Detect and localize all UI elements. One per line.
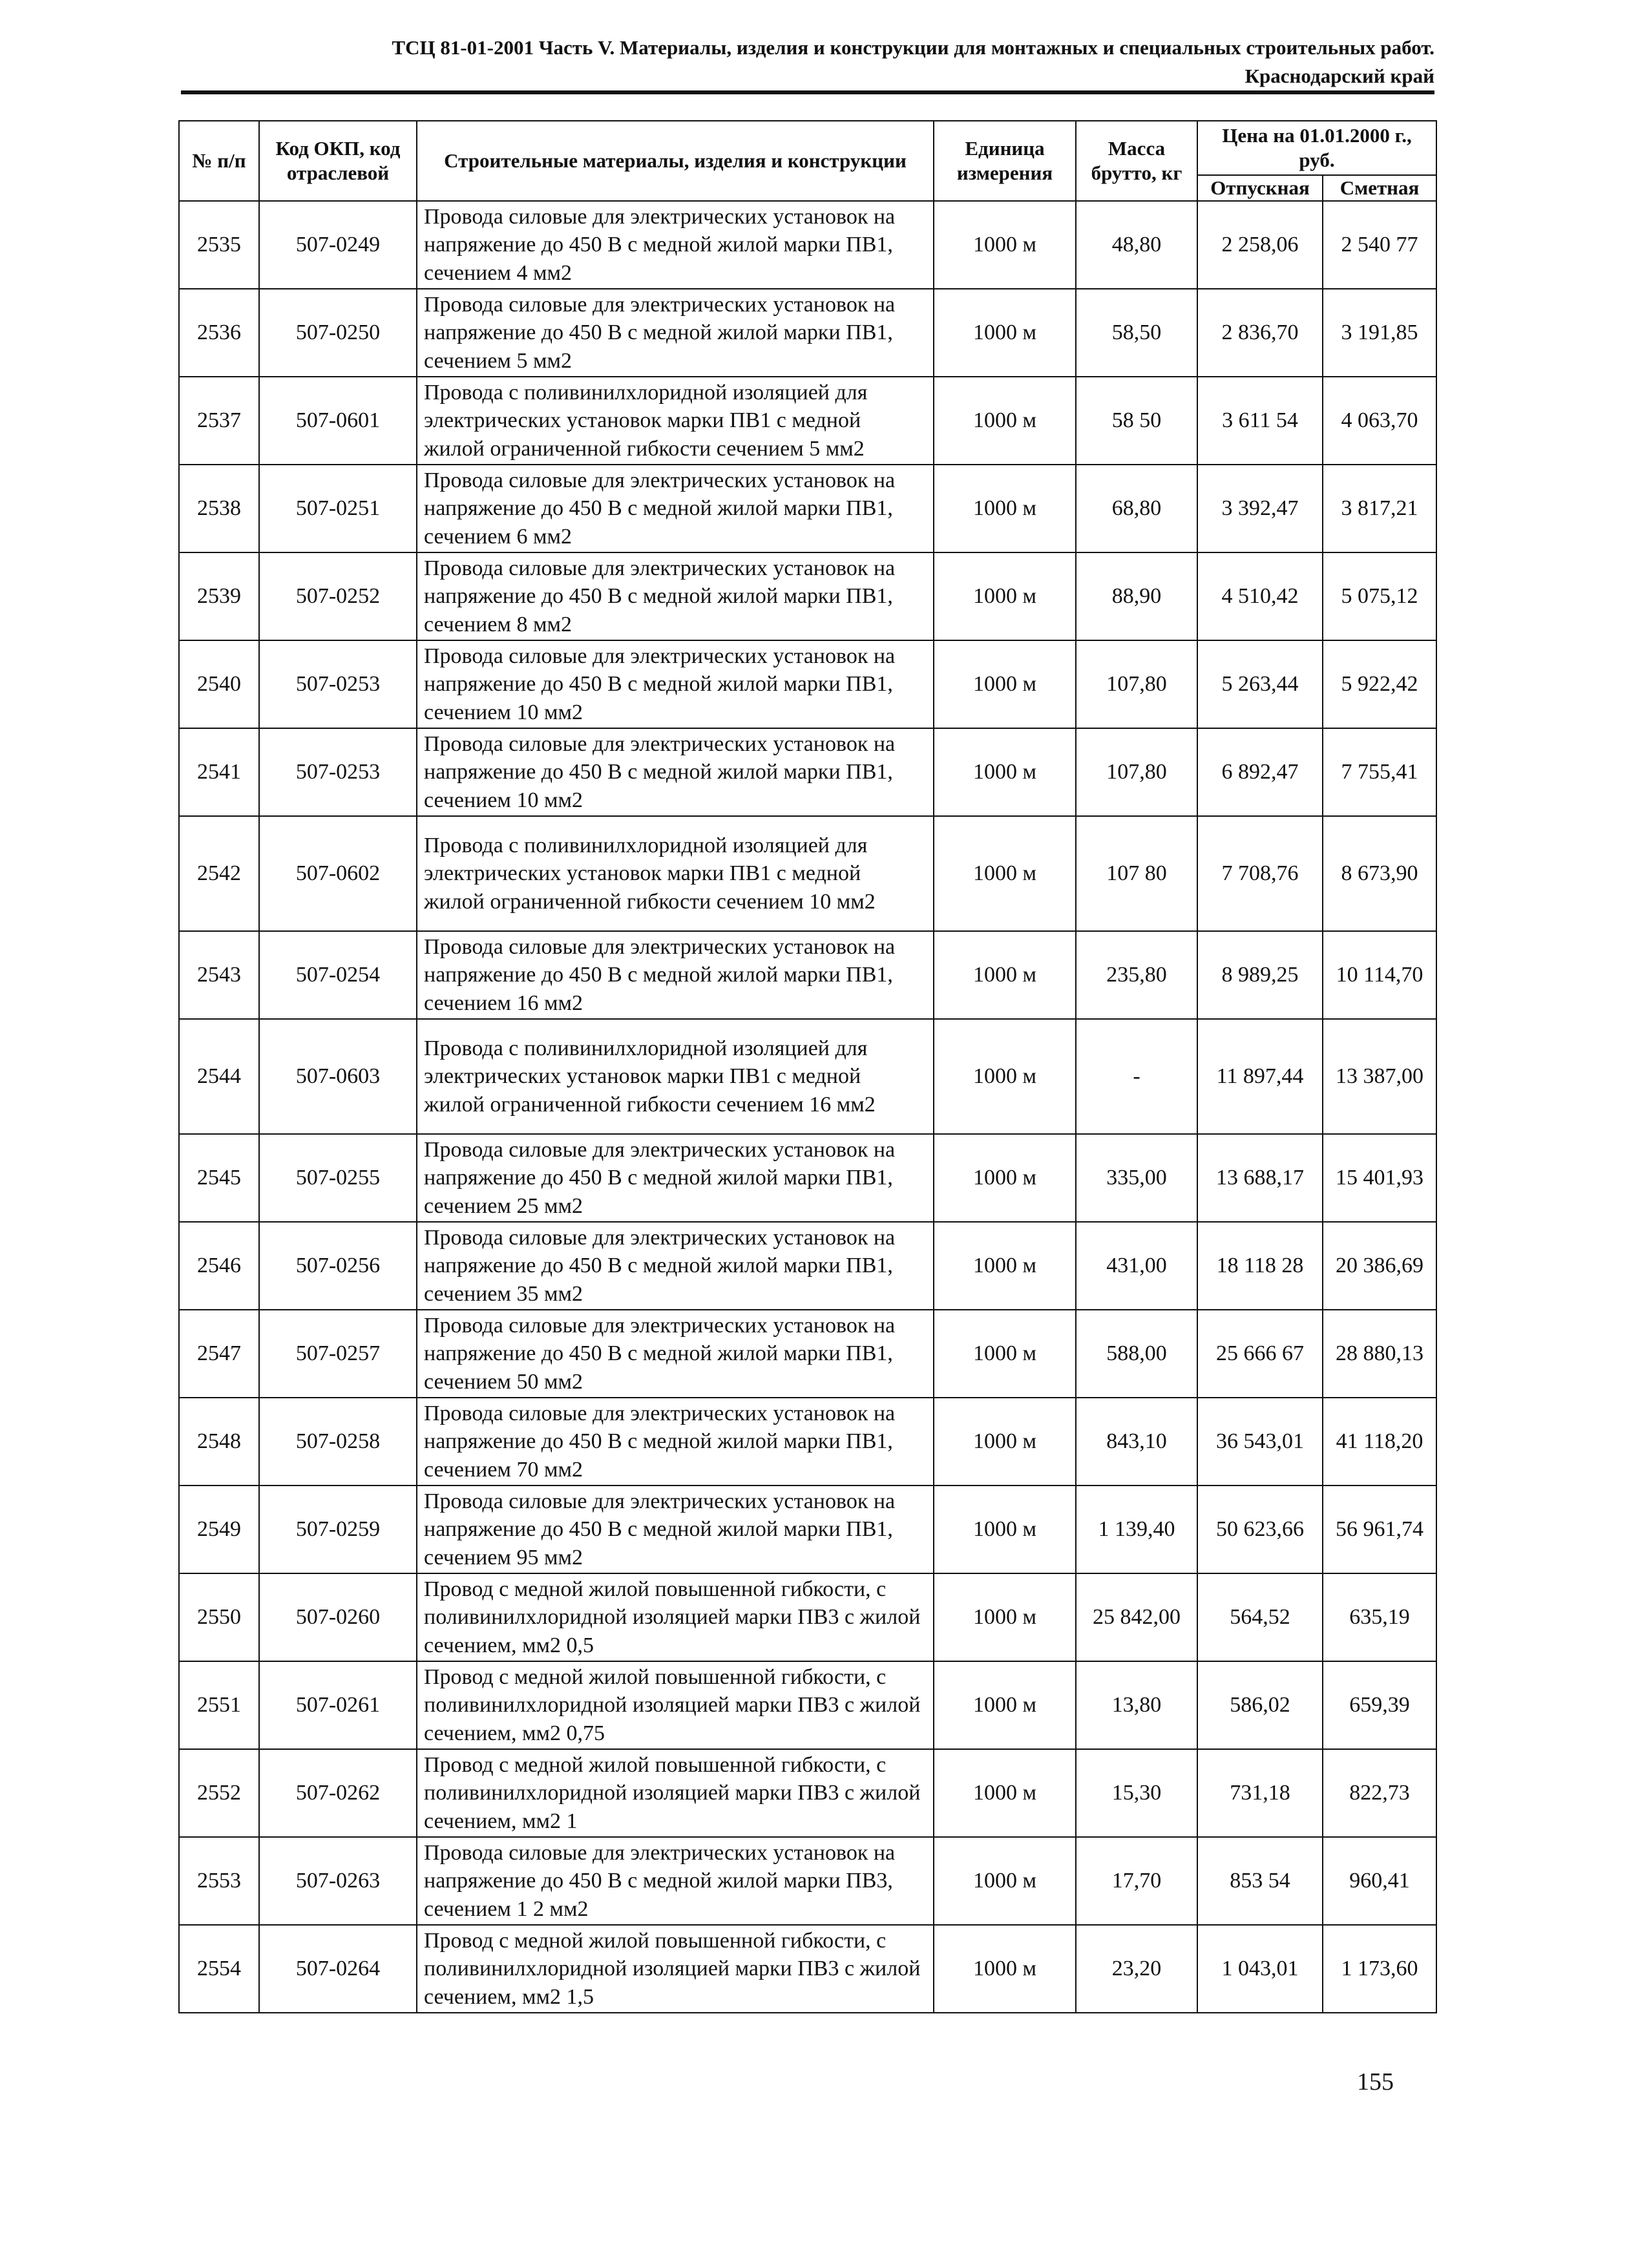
row-number-cell: 2554 (179, 1925, 259, 2013)
column-header-code: Код ОКП, код отраслевой (259, 121, 417, 201)
release-price-cell: 18 118 28 (1197, 1222, 1323, 1310)
estimate-price-cell: 5 075,12 (1323, 552, 1436, 640)
mass-cell: 58 50 (1076, 377, 1197, 465)
release-price-cell: 5 263,44 (1197, 640, 1323, 728)
table-row (179, 816, 1436, 931)
unit-cell: 1000 м (934, 1019, 1076, 1134)
column-header-name: Строительные материалы, изделия и конструкции (417, 121, 934, 201)
table-row (179, 465, 1436, 552)
mass-cell: 431,00 (1076, 1222, 1197, 1310)
unit-cell: 1000 м (934, 1486, 1076, 1573)
materials-price-table (178, 120, 1437, 2013)
release-price-cell: 564,52 (1197, 1573, 1323, 1661)
column-header-mass: Масса брутто, кг (1076, 121, 1197, 201)
header-divider (181, 90, 1434, 94)
column-header-num: № п/п (179, 121, 259, 201)
release-price-cell: 731,18 (1197, 1749, 1323, 1837)
release-price-cell: 13 688,17 (1197, 1134, 1323, 1222)
material-name-cell: Провода с поливинилхлоридной изоляцией для электрических установок марки ПВ1 с медной жилой ограниченной гибкости сечением 5 мм2 (417, 377, 934, 465)
row-number-cell: 2547 (179, 1310, 259, 1398)
material-name-cell: Провода силовые для электрических установок на напряжение до 450 В с медной жилой марки ПВ1, сечением 70 мм2 (417, 1398, 934, 1486)
row-number-cell: 2549 (179, 1486, 259, 1573)
unit-cell: 1000 м (934, 1222, 1076, 1310)
estimate-price-cell: 20 386,69 (1323, 1222, 1436, 1310)
okp-code-cell: 507-0261 (259, 1661, 417, 1749)
unit-cell: 1000 м (934, 728, 1076, 816)
material-name-cell: Провода силовые для электрических установок на напряжение до 450 В с медной жилой марки ПВ1, сечением 6 мм2 (417, 465, 934, 552)
material-name-cell: Провода силовые для электрических установок на напряжение до 450 В с медной жилой марки ПВ1, сечением 10 мм2 (417, 640, 934, 728)
unit-cell: 1000 м (934, 1134, 1076, 1222)
estimate-price-cell: 1 173,60 (1323, 1925, 1436, 2013)
estimate-price-cell: 8 673,90 (1323, 816, 1436, 931)
table-row (179, 931, 1436, 1019)
release-price-cell: 2 836,70 (1197, 289, 1323, 377)
unit-cell: 1000 м (934, 465, 1076, 552)
estimate-price-cell: 2 540 77 (1323, 201, 1436, 289)
column-header-price-release: Отпускная (1197, 175, 1323, 201)
material-name-cell: Провода с поливинилхлоридной изоляцией для электрических установок марки ПВ1 с медной жилой ограниченной гибкости сечением 10 мм2 (417, 816, 934, 931)
okp-code-cell: 507-0264 (259, 1925, 417, 2013)
table-row (179, 1837, 1436, 1925)
okp-code-cell: 507-0602 (259, 816, 417, 931)
release-price-cell: 853 54 (1197, 1837, 1323, 1925)
mass-cell: 58,50 (1076, 289, 1197, 377)
table-row (179, 1573, 1436, 1661)
mass-cell: 1 139,40 (1076, 1486, 1197, 1573)
unit-cell: 1000 м (934, 1573, 1076, 1661)
unit-cell: 1000 м (934, 931, 1076, 1019)
okp-code-cell: 507-0259 (259, 1486, 417, 1573)
table-body (179, 201, 1436, 2013)
estimate-price-cell: 15 401,93 (1323, 1134, 1436, 1222)
estimate-price-cell: 7 755,41 (1323, 728, 1436, 816)
unit-cell: 1000 м (934, 1837, 1076, 1925)
okp-code-cell: 507-0251 (259, 465, 417, 552)
unit-cell: 1000 м (934, 816, 1076, 931)
estimate-price-cell: 56 961,74 (1323, 1486, 1436, 1573)
okp-code-cell: 507-0262 (259, 1749, 417, 1837)
material-name-cell: Провод с медной жилой повышенной гибкости, с поливинилхлоридной изоляцией марки ПВ3 с жилой сечением, мм2 1,5 (417, 1925, 934, 2013)
row-number-cell: 2548 (179, 1398, 259, 1486)
mass-cell: 48,80 (1076, 201, 1197, 289)
mass-cell: 13,80 (1076, 1661, 1197, 1749)
material-name-cell: Провод с медной жилой повышенной гибкости, с поливинилхлоридной изоляцией марки ПВ3 с жилой сечением, мм2 0,75 (417, 1661, 934, 1749)
table-row (179, 377, 1436, 465)
table-row (179, 1222, 1436, 1310)
page-header (181, 34, 1434, 90)
material-name-cell: Провода силовые для электрических установок на напряжение до 450 В с медной жилой марки ПВ1, сечением 35 мм2 (417, 1222, 934, 1310)
mass-cell: 88,90 (1076, 552, 1197, 640)
page-number: 155 (1357, 2068, 1394, 2095)
table-row (179, 1925, 1436, 2013)
unit-cell: 1000 м (934, 1749, 1076, 1837)
release-price-cell: 3 611 54 (1197, 377, 1323, 465)
release-price-cell: 25 666 67 (1197, 1310, 1323, 1398)
okp-code-cell: 507-0263 (259, 1837, 417, 1925)
table-row (179, 201, 1436, 289)
release-price-cell: 1 043,01 (1197, 1925, 1323, 2013)
release-price-cell: 6 892,47 (1197, 728, 1323, 816)
mass-cell: 235,80 (1076, 931, 1197, 1019)
estimate-price-cell: 4 063,70 (1323, 377, 1436, 465)
table-row (179, 1486, 1436, 1573)
row-number-cell: 2543 (179, 931, 259, 1019)
estimate-price-cell: 5 922,42 (1323, 640, 1436, 728)
material-name-cell: Провод с медной жилой повышенной гибкости, с поливинилхлоридной изоляцией марки ПВ3 с жилой сечением, мм2 0,5 (417, 1573, 934, 1661)
release-price-cell: 3 392,47 (1197, 465, 1323, 552)
material-name-cell: Провод с медной жилой повышенной гибкости, с поливинилхлоридной изоляцией марки ПВ3 с жилой сечением, мм2 1 (417, 1749, 934, 1837)
estimate-price-cell: 41 118,20 (1323, 1398, 1436, 1486)
estimate-price-cell: 635,19 (1323, 1573, 1436, 1661)
mass-cell: 588,00 (1076, 1310, 1197, 1398)
estimate-price-cell: 822,73 (1323, 1749, 1436, 1837)
mass-cell: 107,80 (1076, 640, 1197, 728)
material-name-cell: Провода силовые для электрических установок на напряжение до 450 В с медной жилой марки ПВ3, сечением 1 2 мм2 (417, 1837, 934, 1925)
okp-code-cell: 507-0601 (259, 377, 417, 465)
table-row (179, 1661, 1436, 1749)
okp-code-cell: 507-0603 (259, 1019, 417, 1134)
row-number-cell: 2542 (179, 816, 259, 931)
release-price-cell: 586,02 (1197, 1661, 1323, 1749)
material-name-cell: Провода силовые для электрических установок на напряжение до 450 В с медной жилой марки ПВ1, сечением 16 мм2 (417, 931, 934, 1019)
unit-cell: 1000 м (934, 377, 1076, 465)
row-number-cell: 2551 (179, 1661, 259, 1749)
table-header (179, 121, 1436, 201)
release-price-cell: 36 543,01 (1197, 1398, 1323, 1486)
material-name-cell: Провода силовые для электрических установок на напряжение до 450 В с медной жилой марки ПВ1, сечением 95 мм2 (417, 1486, 934, 1573)
estimate-price-cell: 960,41 (1323, 1837, 1436, 1925)
estimate-price-cell: 659,39 (1323, 1661, 1436, 1749)
release-price-cell: 2 258,06 (1197, 201, 1323, 289)
unit-cell: 1000 м (934, 640, 1076, 728)
row-number-cell: 2538 (179, 465, 259, 552)
material-name-cell: Провода силовые для электрических установок на напряжение до 450 В с медной жилой марки ПВ1, сечением 5 мм2 (417, 289, 934, 377)
okp-code-cell: 507-0257 (259, 1310, 417, 1398)
row-number-cell: 2540 (179, 640, 259, 728)
row-number-cell: 2537 (179, 377, 259, 465)
estimate-price-cell: 3 191,85 (1323, 289, 1436, 377)
header-region: Краснодарский край (1245, 65, 1434, 87)
okp-code-cell: 507-0256 (259, 1222, 417, 1310)
estimate-price-cell: 28 880,13 (1323, 1310, 1436, 1398)
okp-code-cell: 507-0255 (259, 1134, 417, 1222)
unit-cell: 1000 м (934, 1398, 1076, 1486)
row-number-cell: 2545 (179, 1134, 259, 1222)
row-number-cell: 2552 (179, 1749, 259, 1837)
okp-code-cell: 507-0252 (259, 552, 417, 640)
release-price-cell: 7 708,76 (1197, 816, 1323, 931)
mass-cell: 15,30 (1076, 1749, 1197, 1837)
row-number-cell: 2536 (179, 289, 259, 377)
release-price-cell: 8 989,25 (1197, 931, 1323, 1019)
row-number-cell: 2553 (179, 1837, 259, 1925)
okp-code-cell: 507-0250 (259, 289, 417, 377)
mass-cell: 107 80 (1076, 816, 1197, 931)
table-row (179, 640, 1436, 728)
release-price-cell: 4 510,42 (1197, 552, 1323, 640)
header-title: ТСЦ 81-01-2001 Часть V. Материалы, изделия и конструкции для монтажных и специальных строительных работ. (392, 36, 1434, 59)
row-number-cell: 2546 (179, 1222, 259, 1310)
mass-cell: 107,80 (1076, 728, 1197, 816)
mass-cell: 68,80 (1076, 465, 1197, 552)
okp-code-cell: 507-0260 (259, 1573, 417, 1661)
material-name-cell: Провода силовые для электрических установок на напряжение до 450 В с медной жилой марки ПВ1, сечением 4 мм2 (417, 201, 934, 289)
row-number-cell: 2535 (179, 201, 259, 289)
table-row (179, 1310, 1436, 1398)
unit-cell: 1000 м (934, 1661, 1076, 1749)
row-number-cell: 2541 (179, 728, 259, 816)
table-row (179, 1134, 1436, 1222)
mass-cell: 25 842,00 (1076, 1573, 1197, 1661)
table-row (179, 1398, 1436, 1486)
okp-code-cell: 507-0253 (259, 728, 417, 816)
okp-code-cell: 507-0258 (259, 1398, 417, 1486)
material-name-cell: Провода силовые для электрических установок на напряжение до 450 В с медной жилой марки ПВ1, сечением 25 мм2 (417, 1134, 934, 1222)
okp-code-cell: 507-0249 (259, 201, 417, 289)
table-row (179, 1749, 1436, 1837)
estimate-price-cell: 3 817,21 (1323, 465, 1436, 552)
release-price-cell: 50 623,66 (1197, 1486, 1323, 1573)
material-name-cell: Провода силовые для электрических установок на напряжение до 450 В с медной жилой марки ПВ1, сечением 10 мм2 (417, 728, 934, 816)
table-row (179, 1019, 1436, 1134)
column-header-price-estimate: Сметная (1323, 175, 1436, 201)
table-row (179, 289, 1436, 377)
unit-cell: 1000 м (934, 1310, 1076, 1398)
column-header-unit: Единица измерения (934, 121, 1076, 201)
release-price-cell: 11 897,44 (1197, 1019, 1323, 1134)
table-row (179, 552, 1436, 640)
unit-cell: 1000 м (934, 289, 1076, 377)
mass-cell: 17,70 (1076, 1837, 1197, 1925)
row-number-cell: 2544 (179, 1019, 259, 1134)
unit-cell: 1000 м (934, 1925, 1076, 2013)
mass-cell: 23,20 (1076, 1925, 1197, 2013)
material-name-cell: Провода силовые для электрических установок на напряжение до 450 В с медной жилой марки ПВ1, сечением 8 мм2 (417, 552, 934, 640)
estimate-price-cell: 10 114,70 (1323, 931, 1436, 1019)
unit-cell: 1000 м (934, 201, 1076, 289)
material-name-cell: Провода с поливинилхлоридной изоляцией для электрических установок марки ПВ1 с медной жилой ограниченной гибкости сечением 16 мм2 (417, 1019, 934, 1134)
mass-cell: 843,10 (1076, 1398, 1197, 1486)
mass-cell: - (1076, 1019, 1197, 1134)
row-number-cell: 2550 (179, 1573, 259, 1661)
material-name-cell: Провода силовые для электрических установок на напряжение до 450 В с медной жилой марки ПВ1, сечением 50 мм2 (417, 1310, 934, 1398)
unit-cell: 1000 м (934, 552, 1076, 640)
okp-code-cell: 507-0253 (259, 640, 417, 728)
okp-code-cell: 507-0254 (259, 931, 417, 1019)
estimate-price-cell: 13 387,00 (1323, 1019, 1436, 1134)
row-number-cell: 2539 (179, 552, 259, 640)
mass-cell: 335,00 (1076, 1134, 1197, 1222)
table-row (179, 728, 1436, 816)
column-header-price-group: Цена на 01.01.2000 г., руб. (1197, 121, 1436, 175)
